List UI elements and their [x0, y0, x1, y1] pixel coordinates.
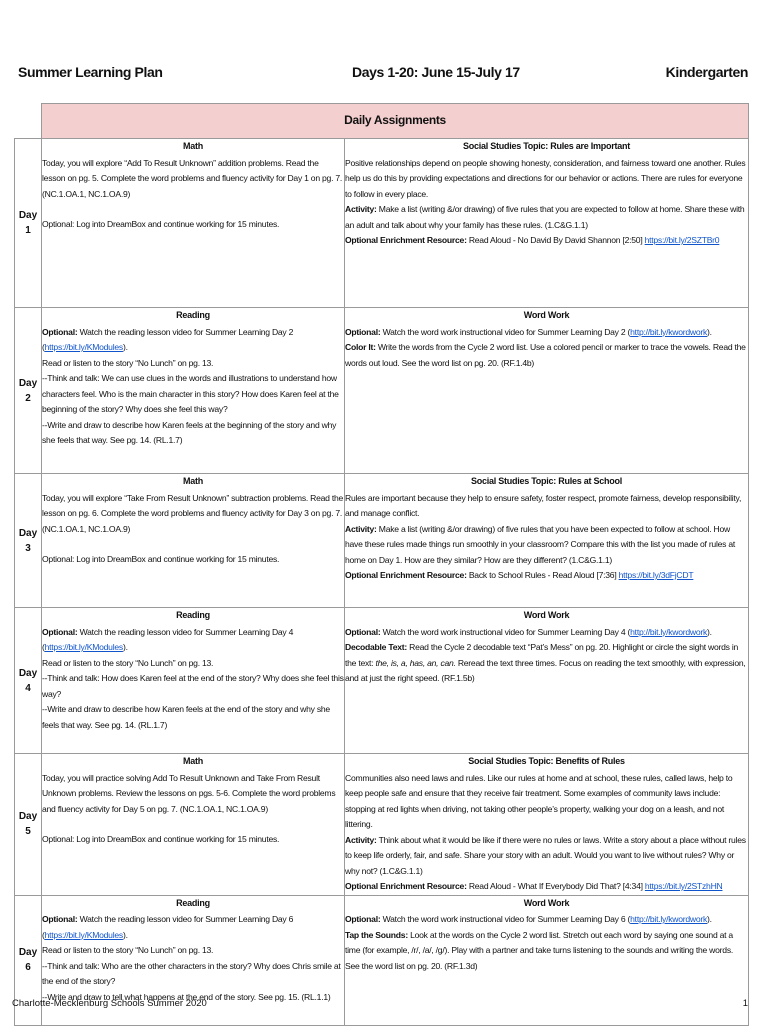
day-label: Day 1	[15, 139, 42, 308]
social-studies-cell: Social Studies Topic: Rules are Important Positive relationships depend on people showing honesty, consideration, and fairness toward one another. Rules help us do this by providing expectations and directions for our behavior or actions. There are rules for everyone to follow in every place. Activity: Make a list (writing &/or drawing) of five rules that you are expected to follow at home. Share these with an adult and talk about why your family has these rules. (1.C&G.1.1) Optional Enrichment Resource: Read Aloud - No David By David Shannon [2:50] https://bit.ly/2SZTBr0	[345, 139, 749, 308]
math-cell: Math Today, you will explore “Take From Result Unknown” subtraction problems. Read the lesson on pg. 6. Complete the word problems and fluency activity for Day 3 on pg. 7. (NC.1.OA.1, NC.1.OA.9) Optional: Log into DreamBox and continue working for 15 minutes.	[42, 474, 345, 608]
subject-title: Social Studies Topic: Rules at School	[470, 476, 623, 486]
video-link[interactable]: https://bit.ly/KModules	[44, 642, 123, 652]
grade-level: Kindergarten	[665, 64, 748, 80]
word-work-cell: Word Work Optional: Watch the word work instructional video for Summer Learning Day 4 (http://bit.ly/kwordwork). Decodable Text: Read the Cycle 2 decodable text “Pat’s Mess” on pg. 20. Highlight or circle the sight words in the text: the, is, a, has, an, can. Reread the text three times. Focus on reading the text smoothly, with expression, and at just the right speed. (RF.1.5b)	[345, 608, 749, 754]
footer-text: Charlotte-Mecklenburg Schools Summer 2020	[12, 998, 207, 1009]
resource-link[interactable]: https://bit.ly/2STzhHN	[644, 881, 723, 891]
subject-title: Math	[183, 476, 203, 486]
day-row	[15, 608, 749, 754]
page-footer	[12, 998, 748, 1009]
video-link[interactable]: http://bit.ly/kwordwork	[630, 326, 708, 337]
social-studies-cell: Social Studies Topic: Benefits of Rules Communities also need laws and rules. Like our rules at home and at school, these rules, called laws, help to keep people safe and ensure that they receive fair treatment. Some examples of community laws include: stopping at red lights when driving, not taking other people’s property, walking your dog on a leash, and not littering. Activity: Think about what it would be like if there were no rules or laws. Write a story about a place without rules to keep life orderly, fair, and safe. Share your story with an adult. Would you want to live without rules? Why or why not? (1.C&G.1.1) Optional Enrichment Resource: Read Aloud - What If Everybody Did That? [4:34] https://bit.ly/2STzhHN	[345, 754, 749, 896]
day-label: Day 2	[15, 308, 42, 474]
subject-title: Word Work	[523, 897, 570, 908]
day-row	[15, 474, 749, 608]
day-label: Day 5	[15, 754, 42, 896]
social-studies-cell: Social Studies Topic: Rules at School Rules are important because they help to ensure safety, foster respect, promote fairness, develop responsibility, and manage conflict. Activity: Make a list (writing &/or drawing) of five rules that you have been expected to follow at school. How have these rules made things run smoothly in your classroom? Compare this with the list you made of rules at home on Day 1. How are they similar? How are they different? (1.C&G.1.1) Optional Enrichment Resource: Back to School Rules - Read Aloud [7:36] https://bit.ly/3dFjCDT	[345, 474, 749, 608]
day-label: Day 6	[15, 895, 42, 1025]
subject-title: Math	[183, 756, 203, 766]
math-cell: Math Today, you will explore “Add To Result Unknown” addition problems. Read the lesson on pg. 5. Complete the word problems and fluency activity for Day 1 on pg. 7. (NC.1.OA.1, NC.1.OA.9) Optional: Log into DreamBox and continue working for 15 minutes.	[42, 139, 345, 308]
day-row	[15, 139, 749, 308]
subject-title: Reading	[176, 610, 210, 620]
assignments-table	[14, 103, 749, 1026]
subject-title: Social Studies Topic: Benefits of Rules	[468, 756, 625, 766]
subject-title: Word Work	[523, 310, 570, 320]
day-label: Day 3	[15, 474, 42, 608]
date-range: Days 1-20: June 15-July 17	[352, 64, 520, 80]
word-work-cell: Word Work Optional: Watch the word work instructional video for Summer Learning Day 6 (http://bit.ly/kwordwork). Tap the Sounds: Look at the words on the Cycle 2 word list. Stretch out each word by saying one sound at a time (for example, /r/, /a/, /g/). Play with a partner and take turns listening to the sounds and writing the words. See the word list on pg. 20. (RF.1.3d)	[345, 895, 749, 1025]
video-link[interactable]: https://bit.ly/KModules	[44, 342, 123, 352]
math-cell: Math Today, you will practice solving Add To Result Unknown and Take From Result Unknown problems. Review the lessons on pgs. 5-6. Complete the word problems and fluency activity for Day 5 on pg. 7. (NC.1.OA.1, NC.1.OA.9) Optional: Log into DreamBox and continue working for 15 minutes.	[42, 754, 345, 896]
reading-cell: Reading Optional: Watch the reading lesson video for Summer Learning Day 4 (https://bit.ly/KModules). Read or listen to the story “No Lunch” on pg. 13. --Think and talk: How does Karen feel at the end of the story? Why does she feel this way? --Write and draw to describe how Karen feels at the end of the story and why she feels that way. See pg. 14. (RL.1.7)	[42, 608, 345, 754]
plan-title: Summer Learning Plan	[18, 64, 163, 80]
resource-link[interactable]: https://bit.ly/2SZTBr0	[644, 235, 720, 245]
subject-title: Reading	[176, 310, 210, 320]
day-label: Day 4	[15, 608, 42, 754]
daily-assignments-heading: Daily Assignments	[42, 104, 749, 139]
day-row	[15, 308, 749, 474]
video-link[interactable]: http://bit.ly/kwordwork	[630, 626, 708, 637]
subject-title: Social Studies Topic: Rules are Important	[462, 141, 631, 151]
subject-title: Reading	[176, 897, 210, 908]
day-row	[15, 754, 749, 896]
resource-link[interactable]: https://bit.ly/3dFjCDT	[618, 570, 694, 580]
page-header	[18, 64, 748, 82]
reading-cell: Reading Optional: Watch the reading lesson video for Summer Learning Day 2 (https://bit.ly/KModules). Read or listen to the story “No Lunch” on pg. 13. --Think and talk: We can use clues in the words and illustrations to understand how characters feel. Who is the main character in this story? How does Karen feel at the beginning of the story? Why does she feel this way? --Write and draw to describe how Karen feels at the beginning of the story and why she feels that way. See pg. 14. (RL.1.7)	[42, 308, 345, 474]
subject-title: Math	[183, 141, 203, 151]
video-link[interactable]: http://bit.ly/kwordwork	[630, 914, 708, 924]
page-number: 1	[742, 998, 748, 1009]
subject-title: Word Work	[523, 610, 570, 620]
reading-cell: Reading Optional: Watch the reading lesson video for Summer Learning Day 6 (https://bit.ly/KModules). Read or listen to the story “No Lunch” on pg. 13. --Think and talk: Who are the other characters in the story? Why does Chris smile at the end of the story? --Write and draw to tell what happens at the end of the story. See pg. 15. (RL.1.1)	[42, 895, 345, 1025]
video-link[interactable]: https://bit.ly/KModules	[44, 929, 123, 940]
word-work-cell: Word Work Optional: Watch the word work instructional video for Summer Learning Day 2 (http://bit.ly/kwordwork). Color It: Write the words from the Cycle 2 word list. Use a colored pencil or marker to trace the vowels. Read the words out loud. See the word list on pg. 20. (RF.1.4b)	[345, 308, 749, 474]
